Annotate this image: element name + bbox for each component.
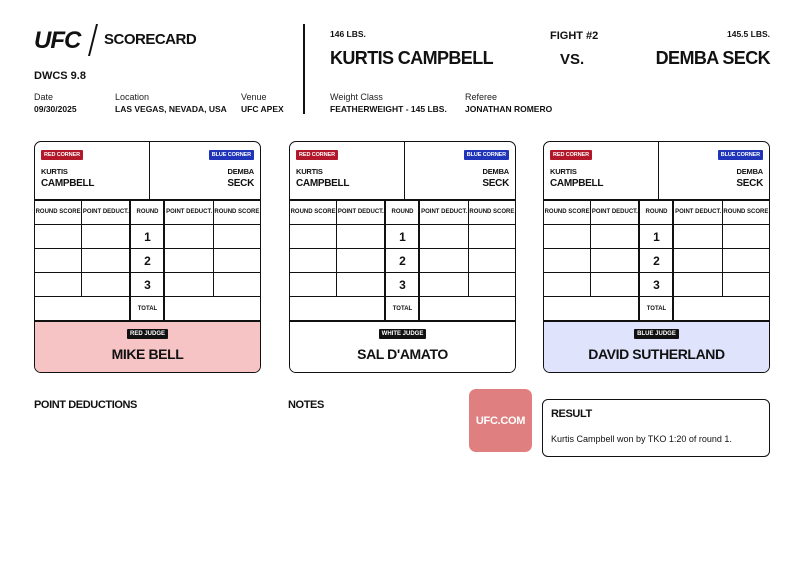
weight-class-label: Weight Class (330, 92, 383, 102)
blue-deduct-cell (419, 225, 468, 249)
blue-corner-last-name: SECK (482, 178, 509, 189)
blue-point-deduct-header: POINT DEDUCT. (164, 201, 213, 225)
blue-score-cell (722, 249, 769, 273)
round-row (290, 249, 515, 273)
blue-total-cell (164, 297, 260, 321)
red-score-cell (35, 249, 82, 273)
red-corner-first-name: KURTIS (41, 167, 68, 176)
blue-deduct-cell (164, 249, 213, 273)
score-grid (544, 200, 769, 321)
red-corner-last-name: CAMPBELL (550, 178, 604, 189)
red-corner-badge: RED CORNER (550, 150, 592, 160)
blue-score-cell (722, 273, 769, 297)
judge-scorecard-1 (34, 141, 261, 373)
venue-label: Venue (241, 92, 267, 102)
round-number: 1 (130, 225, 164, 249)
round-row (35, 273, 260, 297)
point-deductions-heading: POINT DEDUCTIONS (34, 399, 137, 411)
blue-corner-badge: BLUE CORNER (718, 150, 763, 160)
blue-corner-last-name: SECK (227, 178, 254, 189)
result-title: RESULT (551, 408, 592, 420)
blue-score-cell (722, 225, 769, 249)
blue-round-score-header: ROUND SCORE (722, 201, 769, 225)
fight-number: FIGHT #2 (550, 30, 599, 42)
red-score-cell (35, 273, 82, 297)
result-box (542, 399, 770, 457)
red-corner-first-name: KURTIS (550, 167, 577, 176)
red-round-score-header: ROUND SCORE (544, 201, 591, 225)
card-corners (35, 142, 260, 200)
round-header: ROUND (639, 201, 673, 225)
blue-score-cell (468, 273, 515, 297)
red-total-cell (35, 297, 130, 321)
referee-label: Referee (465, 92, 498, 102)
blue-corner-badge: BLUE CORNER (209, 150, 254, 160)
total-label: TOTAL (130, 297, 164, 321)
red-deduct-cell (591, 225, 640, 249)
judge-badge: WHITE JUDGE (379, 329, 427, 339)
round-number: 1 (385, 225, 419, 249)
judge-scorecard-2 (289, 141, 516, 373)
blue-corner-first-name: DEMBA (482, 167, 509, 176)
blue-total-cell (419, 297, 515, 321)
judge-panel (35, 321, 260, 373)
blue-deduct-cell (673, 225, 722, 249)
location-value: LAS VEGAS, NEVADA, USA (115, 104, 227, 114)
blue-deduct-cell (673, 273, 722, 297)
blue-score-cell (213, 273, 260, 297)
result-text: Kurtis Campbell won by TKO 1:20 of round 1. (551, 434, 732, 444)
ufc-logo: UFC (34, 27, 81, 54)
red-point-deduct-header: POINT DEDUCT. (82, 201, 131, 225)
total-row (35, 297, 260, 321)
red-total-cell (290, 297, 385, 321)
date-value: 09/30/2025 (34, 104, 77, 114)
round-row (544, 273, 769, 297)
score-grid (290, 200, 515, 321)
round-header: ROUND (385, 201, 419, 225)
judge-panel (290, 321, 515, 373)
round-row (544, 249, 769, 273)
red-deduct-cell (337, 273, 386, 297)
round-number: 3 (385, 273, 419, 297)
blue-total-cell (673, 297, 769, 321)
blue-corner-last-name: SECK (736, 178, 763, 189)
blue-deduct-cell (419, 273, 468, 297)
round-row (290, 225, 515, 249)
card-corners (290, 142, 515, 200)
red-score-cell (544, 225, 591, 249)
location-label: Location (115, 92, 150, 102)
red-total-cell (544, 297, 639, 321)
red-score-cell (544, 249, 591, 273)
total-label: TOTAL (639, 297, 673, 321)
venue-value: UFC APEX (241, 104, 284, 114)
red-corner-badge: RED CORNER (41, 150, 83, 160)
blue-corner-first-name: DEMBA (736, 167, 763, 176)
red-round-score-header: ROUND SCORE (35, 201, 82, 225)
judge-name: DAVID SUTHERLAND (588, 346, 725, 362)
blue-point-deduct-header: POINT DEDUCT. (673, 201, 722, 225)
red-deduct-cell (82, 273, 131, 297)
blue-round-score-header: ROUND SCORE (213, 201, 260, 225)
score-grid (35, 200, 260, 321)
logo-divider (88, 24, 98, 56)
blue-score-cell (468, 225, 515, 249)
referee-value: JONATHAN ROMERO (465, 104, 553, 114)
red-score-cell (290, 225, 337, 249)
judge-name: MIKE BELL (111, 346, 184, 362)
round-number: 2 (639, 249, 673, 273)
round-number: 3 (639, 273, 673, 297)
blue-corner-badge: BLUE CORNER (464, 150, 509, 160)
versus-label: VS. (560, 51, 585, 68)
round-row (35, 249, 260, 273)
blue-fighter-name: DEMBA SECK (655, 48, 770, 68)
judge-scorecard-3 (543, 141, 770, 373)
judge-panel (544, 321, 769, 373)
red-corner-last-name: CAMPBELL (41, 178, 95, 189)
round-number: 1 (639, 225, 673, 249)
red-score-cell (35, 225, 82, 249)
total-row (544, 297, 769, 321)
document-title: SCORECARD (104, 31, 197, 48)
round-number: 3 (130, 273, 164, 297)
round-header: ROUND (130, 201, 164, 225)
red-corner-badge: RED CORNER (296, 150, 338, 160)
red-deduct-cell (337, 225, 386, 249)
ufc-site-link[interactable]: UFC.COM (469, 389, 532, 452)
red-score-cell (544, 273, 591, 297)
blue-deduct-cell (164, 225, 213, 249)
card-corners (544, 142, 769, 200)
blue-deduct-cell (419, 249, 468, 273)
blue-point-deduct-header: POINT DEDUCT. (419, 201, 468, 225)
blue-score-cell (213, 225, 260, 249)
round-row (35, 225, 260, 249)
blue-deduct-cell (164, 273, 213, 297)
total-label: TOTAL (385, 297, 419, 321)
red-score-cell (290, 273, 337, 297)
blue-fighter-weight: 145.5 LBS. (727, 29, 770, 39)
red-corner-last-name: CAMPBELL (296, 178, 350, 189)
total-row (290, 297, 515, 321)
red-point-deduct-header: POINT DEDUCT. (591, 201, 640, 225)
red-deduct-cell (337, 249, 386, 273)
weight-class-value: FEATHERWEIGHT - 145 LBS. (330, 104, 447, 114)
round-row (544, 225, 769, 249)
event-name: DWCS 9.8 (34, 70, 86, 82)
red-fighter-name: KURTIS CAMPBELL (330, 48, 493, 68)
round-number: 2 (130, 249, 164, 273)
header-divider (303, 24, 305, 114)
blue-corner-first-name: DEMBA (227, 167, 254, 176)
date-label: Date (34, 92, 54, 102)
red-deduct-cell (591, 273, 640, 297)
red-corner-first-name: KURTIS (296, 167, 323, 176)
red-round-score-header: ROUND SCORE (290, 201, 337, 225)
blue-score-cell (213, 249, 260, 273)
red-deduct-cell (82, 249, 131, 273)
judge-badge: RED JUDGE (127, 329, 168, 339)
blue-score-cell (468, 249, 515, 273)
red-deduct-cell (82, 225, 131, 249)
notes-heading: NOTES (288, 399, 324, 411)
blue-deduct-cell (673, 249, 722, 273)
judge-badge: BLUE JUDGE (634, 329, 679, 339)
round-number: 2 (385, 249, 419, 273)
judge-name: SAL D'AMATO (357, 346, 448, 362)
red-point-deduct-header: POINT DEDUCT. (337, 201, 386, 225)
red-score-cell (290, 249, 337, 273)
red-deduct-cell (591, 249, 640, 273)
blue-round-score-header: ROUND SCORE (468, 201, 515, 225)
red-fighter-weight: 146 LBS. (330, 29, 366, 39)
round-row (290, 273, 515, 297)
